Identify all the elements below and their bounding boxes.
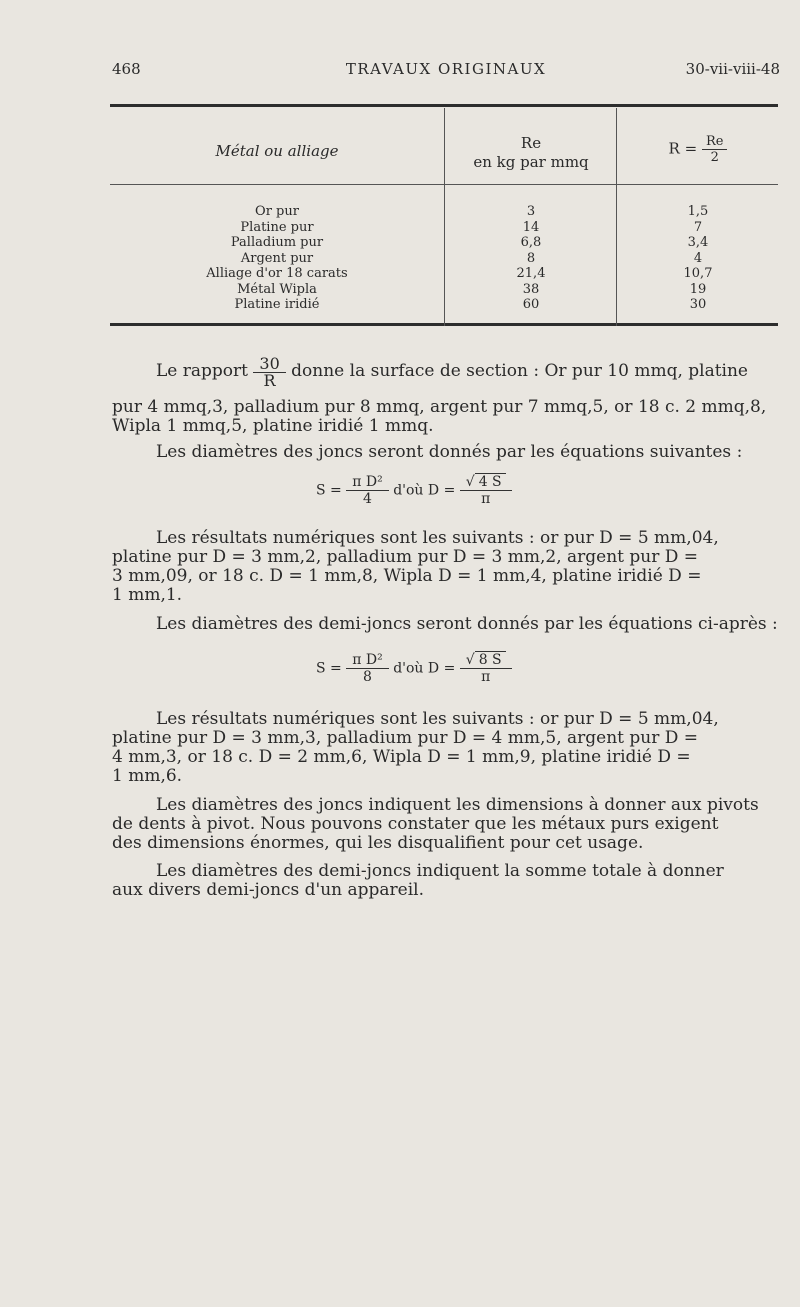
cell-re: 60: [522, 297, 540, 312]
paragraph-results-joncs: [112, 529, 782, 605]
equation-lhs: S =: [316, 660, 342, 677]
page-number: 468: [112, 60, 141, 78]
paragraph-pivots: [112, 796, 782, 853]
table-top-rule: [110, 104, 778, 107]
table-row: [110, 297, 778, 313]
text-line: Les résultats numériques sont les suivants : or pur D = 5 mm,04,: [156, 709, 719, 729]
table-row: [110, 282, 778, 298]
cell-re: 8: [526, 250, 536, 266]
root-radicand: 8 S: [475, 651, 506, 668]
cell-re: 3: [526, 204, 536, 219]
header-r-fraction: [702, 134, 727, 165]
table-row: [110, 235, 778, 251]
text-line: 1 mm,1.: [112, 585, 183, 605]
fraction-denominator: R: [263, 370, 276, 390]
cell-r: 1,5: [687, 204, 709, 219]
table-row: [110, 266, 778, 282]
equation-demi-joncs: [316, 652, 512, 685]
text-line: platine pur D = 3 mm,2, palladium pur D = 3 mm,2, argent pur D =: [112, 547, 699, 567]
equation-lhs: S =: [316, 482, 342, 499]
issue-date: 30-vii-viii-48: [685, 60, 780, 78]
cell-metal: Platine iridié: [234, 297, 320, 312]
fraction-numerator: √ 4 S: [460, 474, 512, 491]
fraction-numerator: π D²: [346, 652, 389, 669]
cell-r: 4: [693, 250, 703, 266]
cell-r: 10,7: [683, 266, 713, 281]
header-r-lhs: R =: [668, 139, 698, 158]
cell-re: 21,4: [516, 266, 546, 281]
text-line: Les résultats numériques sont les suivants : or pur D = 5 mm,04,: [156, 528, 719, 548]
text-line: 4 mm,3, or 18 c. D = 2 mm,6, Wipla D = 1 mm,9, platine iridié D =: [112, 747, 691, 767]
paragraph-demi-joncs-intro: Les diamètres des demi-joncs seront donnés par les équations ci-après :: [156, 614, 778, 634]
text-line: platine pur D = 3 mm,3, palladium pur D = 4 mm,5, argent pur D =: [112, 728, 699, 748]
table-row: [110, 220, 778, 236]
fraction-numerator: π D²: [346, 474, 389, 491]
root-radicand: 4 S: [475, 473, 506, 490]
fraction-numerator: 30: [253, 356, 285, 373]
header-re: [446, 134, 616, 172]
running-header: [112, 60, 780, 82]
header-metal: Métal ou alliage: [215, 142, 339, 160]
fraction-denominator: 4: [363, 491, 372, 507]
equation-middle: d'où D =: [393, 660, 456, 677]
text-line: des dimensions énormes, qui les disqualifient pour cet usage.: [112, 833, 644, 853]
paragraph-equations-intro: Les diamètres des joncs seront donnés par les équations suivantes :: [156, 442, 743, 462]
text-line: Les diamètres des demi-joncs indiquent la somme totale à donner: [156, 861, 724, 881]
cell-r: 19: [689, 281, 707, 297]
equation-fraction: [346, 652, 389, 685]
ratio-fraction: [253, 351, 285, 393]
cell-metal: Or pur: [255, 204, 299, 219]
cell-metal: Argent pur: [240, 250, 314, 266]
text-span: Le rapport: [156, 361, 248, 381]
text-span: donne la surface de section : Or pur 10 mmq, platine: [291, 361, 748, 381]
cell-r: 30: [689, 297, 707, 312]
cell-re: 6,8: [520, 235, 542, 250]
fraction-denominator: π: [481, 669, 491, 685]
running-title: TRAVAUX ORIGINAUX: [345, 60, 547, 78]
header-re-unit: en kg par mmq: [473, 153, 589, 171]
cell-r: 7: [693, 219, 703, 235]
cell-re: 14: [522, 219, 540, 235]
fraction-denominator: 2: [710, 150, 719, 165]
paragraph-ratio: [112, 350, 782, 436]
cell-metal: Palladium pur: [230, 235, 324, 250]
text-line: Wipla 1 mmq,5, platine iridié 1 mmq.: [112, 416, 434, 436]
alloy-table: [110, 104, 778, 330]
header-re-symbol: Re: [520, 134, 542, 152]
paragraph-conclusion: [112, 862, 782, 900]
fraction-denominator: π: [481, 491, 491, 507]
fraction-numerator: √ 8 S: [460, 652, 512, 669]
cell-r: 3,4: [687, 235, 709, 250]
equation-middle: d'où D =: [393, 482, 456, 499]
text-line: de dents à pivot. Nous pouvons constater que les métaux purs exigent: [112, 814, 719, 834]
text-line: 3 mm,09, or 18 c. D = 1 mm,8, Wipla D = 1 mm,4, platine iridié D =: [112, 566, 702, 586]
equation-fraction: [346, 474, 389, 507]
cell-metal: Alliage d'or 18 carats: [206, 266, 348, 281]
fraction-numerator: Re: [702, 134, 727, 150]
text-line: pur 4 mmq,3, palladium pur 8 mmq, argent pur 7 mmq,5, or 18 c. 2 mmq,8,: [112, 397, 767, 417]
equation-root-fraction: [460, 652, 512, 685]
header-r: [618, 134, 778, 165]
table-row: [110, 204, 778, 220]
equation-joncs: [316, 474, 512, 507]
text-line: 1 mm,6.: [112, 766, 183, 786]
equation-root-fraction: [460, 474, 512, 507]
cell-metal: Platine pur: [240, 219, 314, 235]
table-row: [110, 251, 778, 267]
text-line: Les diamètres des joncs indiquent les dimensions à donner aux pivots: [156, 795, 759, 815]
cell-metal: Métal Wipla: [237, 281, 317, 297]
text-line: aux divers demi-joncs d'un appareil.: [112, 880, 425, 900]
table-body: [110, 204, 778, 313]
cell-re: 38: [522, 281, 540, 297]
paragraph-results-demi-joncs: [112, 710, 782, 786]
fraction-denominator: 8: [363, 669, 372, 685]
